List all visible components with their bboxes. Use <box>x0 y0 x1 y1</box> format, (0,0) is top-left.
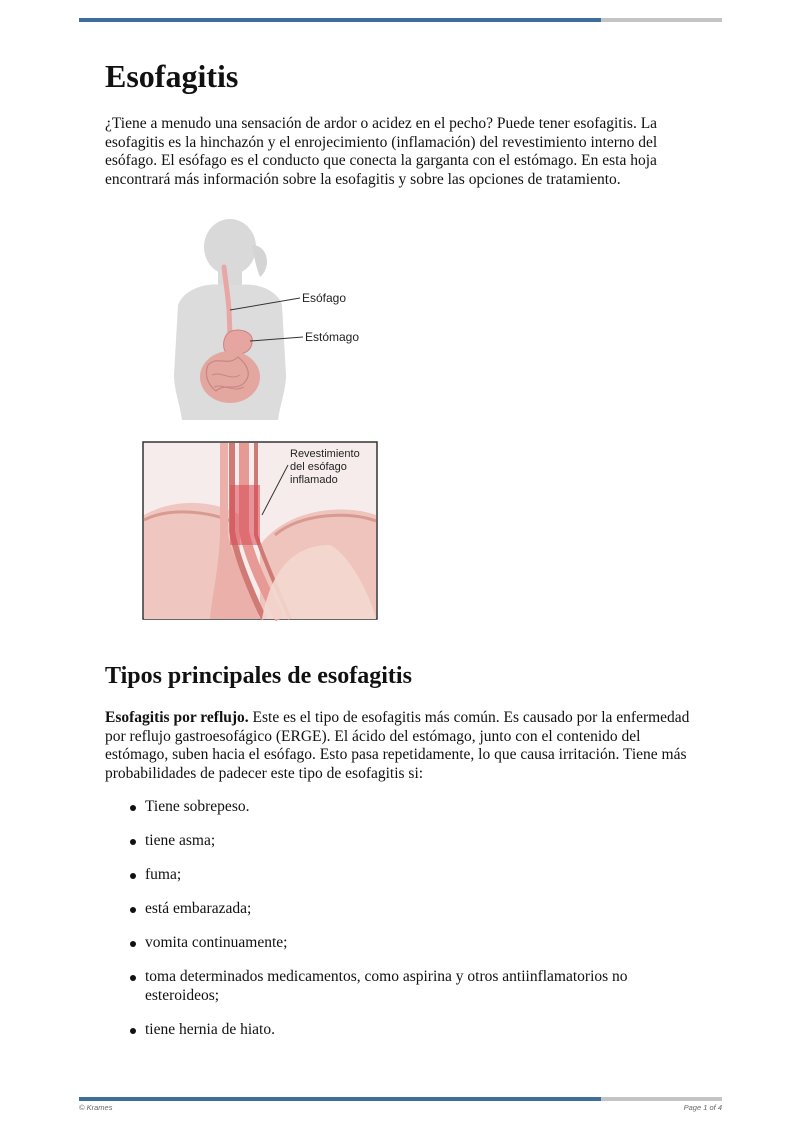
list-item: tiene asma; <box>105 832 695 851</box>
esophagitis-illustration <box>140 215 390 625</box>
intestines-shape <box>200 351 260 403</box>
list-item: tiene hernia de hiato. <box>105 1021 695 1040</box>
footer-rule-blue <box>79 1097 601 1101</box>
footer-rule-grey <box>601 1097 722 1101</box>
footer-rule <box>79 1097 722 1101</box>
inset-label-line1: Revestimiento <box>290 448 360 460</box>
esophagus-label: Esófago <box>302 291 347 305</box>
page-title: Esofagitis <box>105 58 239 94</box>
reflux-lead: Esofagitis por reflujo. <box>105 709 249 726</box>
footer-page-number: Page 1 of 4 <box>683 1103 722 1112</box>
list-item: fuma; <box>105 866 695 885</box>
list-item: vomita continuamente; <box>105 934 695 953</box>
reflux-paragraph <box>105 709 695 783</box>
header-rule <box>79 18 722 22</box>
inset-closeup <box>143 442 377 619</box>
inset-label-line2: del esófago <box>290 461 347 473</box>
intro-paragraph: ¿Tiene a menudo una sensación de ardor o acidez en el pecho? Puede tener esofagitis. La esofagitis es la hinchazón y el enrojecimiento (inflamación) del revestimiento interno del esófago. El esófago es el conducto que conecta la garganta con el estómago. En esta hoja encontrará más información sobre la esofagitis y sobre las opciones de tratamiento. <box>105 115 658 188</box>
list-item: toma determinados medicamentos, como aspirina y otros antiinflamatorios no esteroideos; <box>105 968 695 1005</box>
stomach-shape <box>224 330 253 354</box>
list-item: está embarazada; <box>105 900 695 919</box>
reflux-text: Este es el tipo de esofagitis más común. Es causado por la enfermedad por reflujo gastroesofágico (ERGE). El ácido del estómago, junto con el contenido del estómago, suben hacia el esófago. Esto pasa repetidamente, lo que causa irritación. Tiene más probabilidades de padecer este tipo de esofagitis si: <box>105 709 690 782</box>
section-title: Tipos principales de esofagitis <box>105 663 412 689</box>
footer-copyright: © Krames <box>79 1103 113 1112</box>
header-rule-blue <box>79 18 601 22</box>
risk-factor-list <box>105 798 695 1055</box>
inset-label-line3: inflamado <box>290 474 338 486</box>
header-rule-grey <box>601 18 722 22</box>
stomach-label: Estómago <box>305 330 360 344</box>
list-item: Tiene sobrepeso. <box>105 798 695 817</box>
